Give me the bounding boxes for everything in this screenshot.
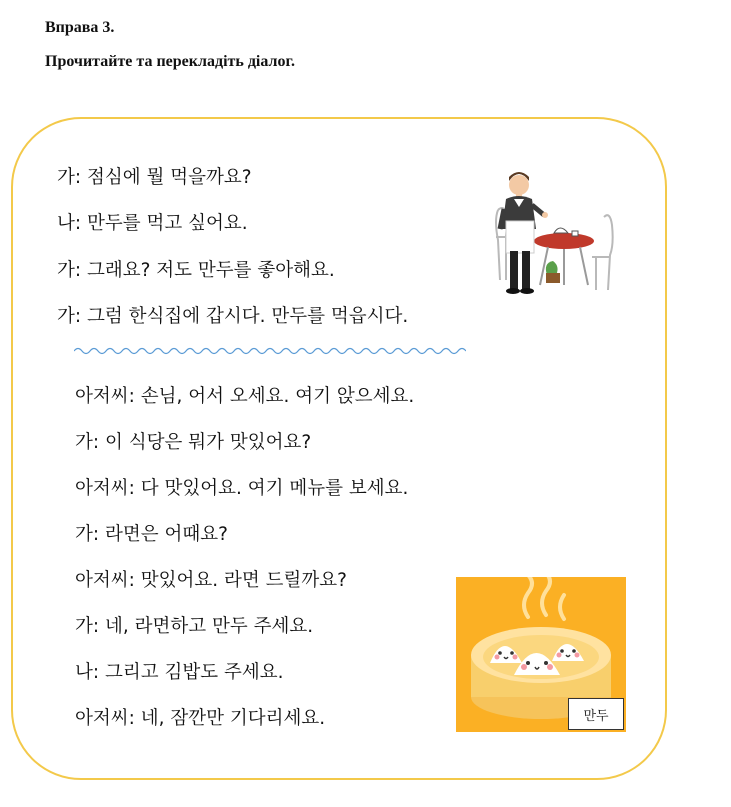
dialogue-line: 가: 그래요? 저도 만두를 좋아해요. xyxy=(57,260,335,281)
dialogue-line: 나: 그리고 김밥도 주세요. xyxy=(75,662,284,683)
dialogue-line: 가: 네, 라면하고 만두 주세요. xyxy=(75,616,314,637)
dialogue-line: 아저씨: 맛있어요. 라면 드릴까요? xyxy=(75,570,347,591)
dialogue-line: 가: 점심에 뭘 먹을까요? xyxy=(57,167,252,188)
exercise-title: Вправа 3. xyxy=(45,19,115,36)
waiter-illustration xyxy=(492,165,616,300)
wavy-divider xyxy=(74,344,466,358)
exercise-instruction: Прочитайте та перекладіть діалог. xyxy=(45,53,295,70)
dumpling-caption: 만두 xyxy=(568,698,624,730)
dialogue-line: 아저씨: 손님, 어서 오세요. 여기 앉으세요. xyxy=(75,386,415,407)
dialogue-line: 아저씨: 다 맛있어요. 여기 메뉴를 보세요. xyxy=(75,478,409,499)
dialogue-line: 나: 만두를 먹고 싶어요. xyxy=(57,213,248,234)
dialogue-line: 가: 그럼 한식집에 갑시다. 만두를 먹읍시다. xyxy=(57,306,409,327)
dialogue-line: 가: 라면은 어때요? xyxy=(75,524,228,545)
dialogue-line: 아저씨: 네, 잠깐만 기다리세요. xyxy=(75,708,326,729)
dialogue-line: 가: 이 식당은 뭐가 맛있어요? xyxy=(75,432,312,453)
